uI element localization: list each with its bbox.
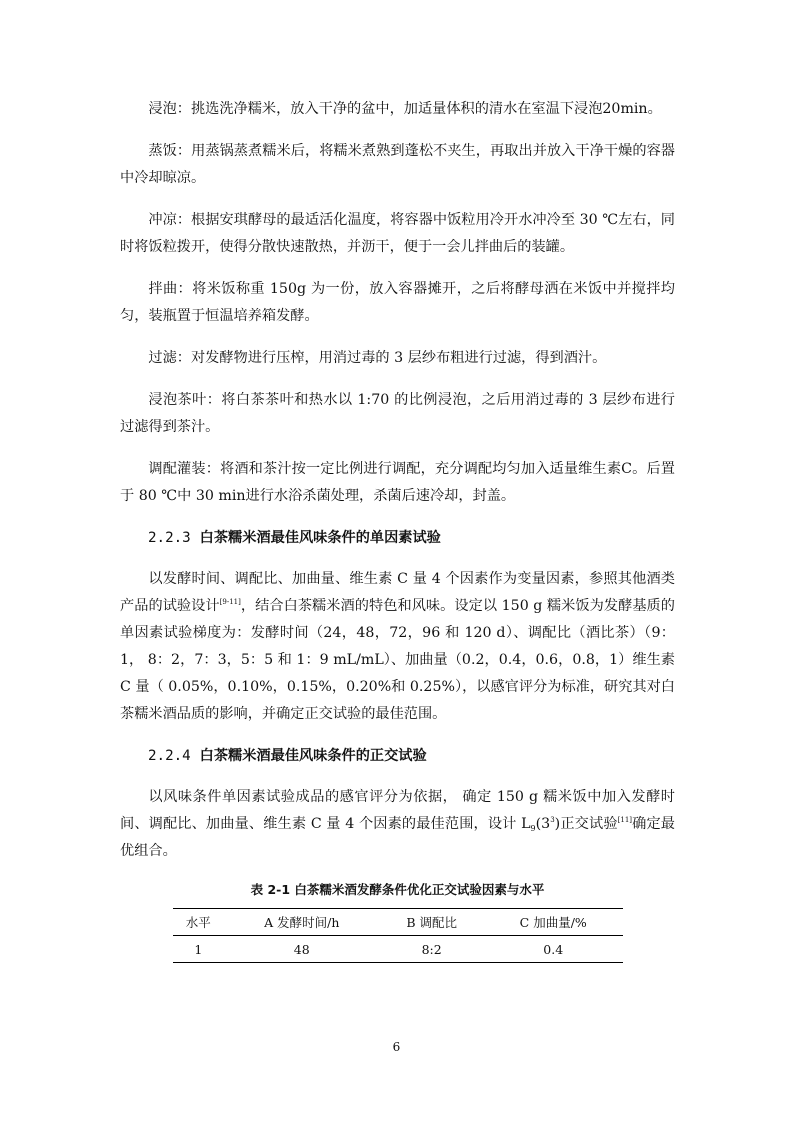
section-number: 2.2.4: [148, 748, 191, 764]
document-body: [120, 96, 675, 963]
column-header: 水平: [185, 915, 211, 930]
paragraph-cool: 冲凉：根据安琪酵母的最适活化温度，将容器中饭粒用冷开水冲冷至 30 ℃左右，同时将饭粒拨开，使得分散快速散热，并沥干，便于一会儿拌曲后的装罐。: [120, 212, 675, 255]
section-title: 白茶糯米酒最佳风味条件的单因素试验: [199, 530, 441, 546]
text-segment: (3: [535, 816, 551, 832]
paragraph-soak: 浸泡：挑选洗净糯米，放入干净的盆中，加适量体积的清水在室温下浸泡20min。: [148, 101, 662, 117]
column-header: B 调配比: [406, 915, 458, 930]
page-number: 6: [392, 1040, 401, 1054]
text-segment: ，结合白茶糯米酒的特色和风味。设定以 150 g 糯米饭为发酵基质的单因素试验梯度为：发酵时间（24，48，72，96 和 120 d）、调配比（酒比茶）（9：1， 8：2，7：3，5：5 和 1：9 mL/mL）、加曲量（0.2，0.4，0.6，0.8，1）维生素 C 量（ 0.05%，0.10%，0.15%，0.20%和 0.25%），以感官评分为标准，研究其对白茶糯米酒品质的影响，并确定正交试验的最佳范围。: [120, 598, 675, 722]
text-segment: ): [554, 816, 561, 832]
paragraph-mix: 拌曲：将米饭称重 150g 为一份，放入容器摊开，之后将酵母洒在米饭中并搅拌均匀，装瓶置于恒温培养箱发酵。: [120, 281, 675, 324]
table-cell: 8:2: [421, 941, 442, 957]
table-cell: 0.4: [543, 941, 564, 957]
section-heading-2-2-3: [120, 525, 675, 552]
column-header: C 加曲量/%: [519, 915, 587, 930]
paragraph-filter: 过滤：对发酵物进行压榨，用消过毒的 3 层纱布粗进行过滤，得到酒汁。: [148, 350, 607, 366]
text-segment: 以风味条件单因素试验成品的感官评分为依据， 确定 150 g 糯米饭中加入发酵时间、调配比、加曲量、维生素 C 量 4 个因素的最佳范围，设计 L: [120, 789, 675, 832]
table-header-row: [173, 909, 623, 936]
paragraph-blend: 调配灌装：将酒和茶汁按一定比例进行调配，充分调配均匀加入适量维生素C。后置于 80 ℃中 30 min进行水浴杀菌处理，杀菌后速冷却，封盖。: [120, 461, 675, 504]
citation-ref: [9-11]: [219, 598, 241, 606]
table-row: [173, 936, 623, 963]
text-segment: 正交试验: [560, 816, 618, 832]
section-number: 2.2.3: [148, 530, 191, 546]
section-heading-2-2-4: [120, 743, 675, 770]
section-title: 白茶糯米酒最佳风味条件的正交试验: [199, 748, 427, 764]
subscript: 9: [530, 824, 536, 833]
paragraph-orthogonal: [120, 784, 675, 865]
paragraph-tea: 浸泡茶叶：将白茶茶叶和热水以 1:70 的比例浸泡，之后用消过毒的 3 层纱布进行过滤得到茶汁。: [120, 392, 675, 435]
text-segment: 确定最优组合。: [120, 816, 675, 859]
table-cell: 1: [194, 941, 203, 957]
paragraph-steam: 蒸饭：用蒸锅蒸煮糯米后，将糯米煮熟到蓬松不夹生，再取出并放入干净干燥的容器中冷却晾凉。: [120, 143, 675, 186]
table-caption: 表 2-1 白茶糯米酒发酵条件优化正交试验因素与水平: [250, 882, 545, 897]
column-header: A 发酵时间/h: [264, 915, 340, 930]
table-cell: 48: [293, 941, 310, 957]
superscript: 3: [550, 816, 555, 824]
paragraph-single-factor: [120, 566, 675, 728]
citation-ref: [11]: [617, 816, 633, 824]
factor-level-table: [173, 908, 623, 963]
text-segment: 以发酵时间、调配比、加曲量、维生素 C 量 4 个因素作为变量因素，参照其他酒类产品的试验设计: [120, 571, 675, 614]
